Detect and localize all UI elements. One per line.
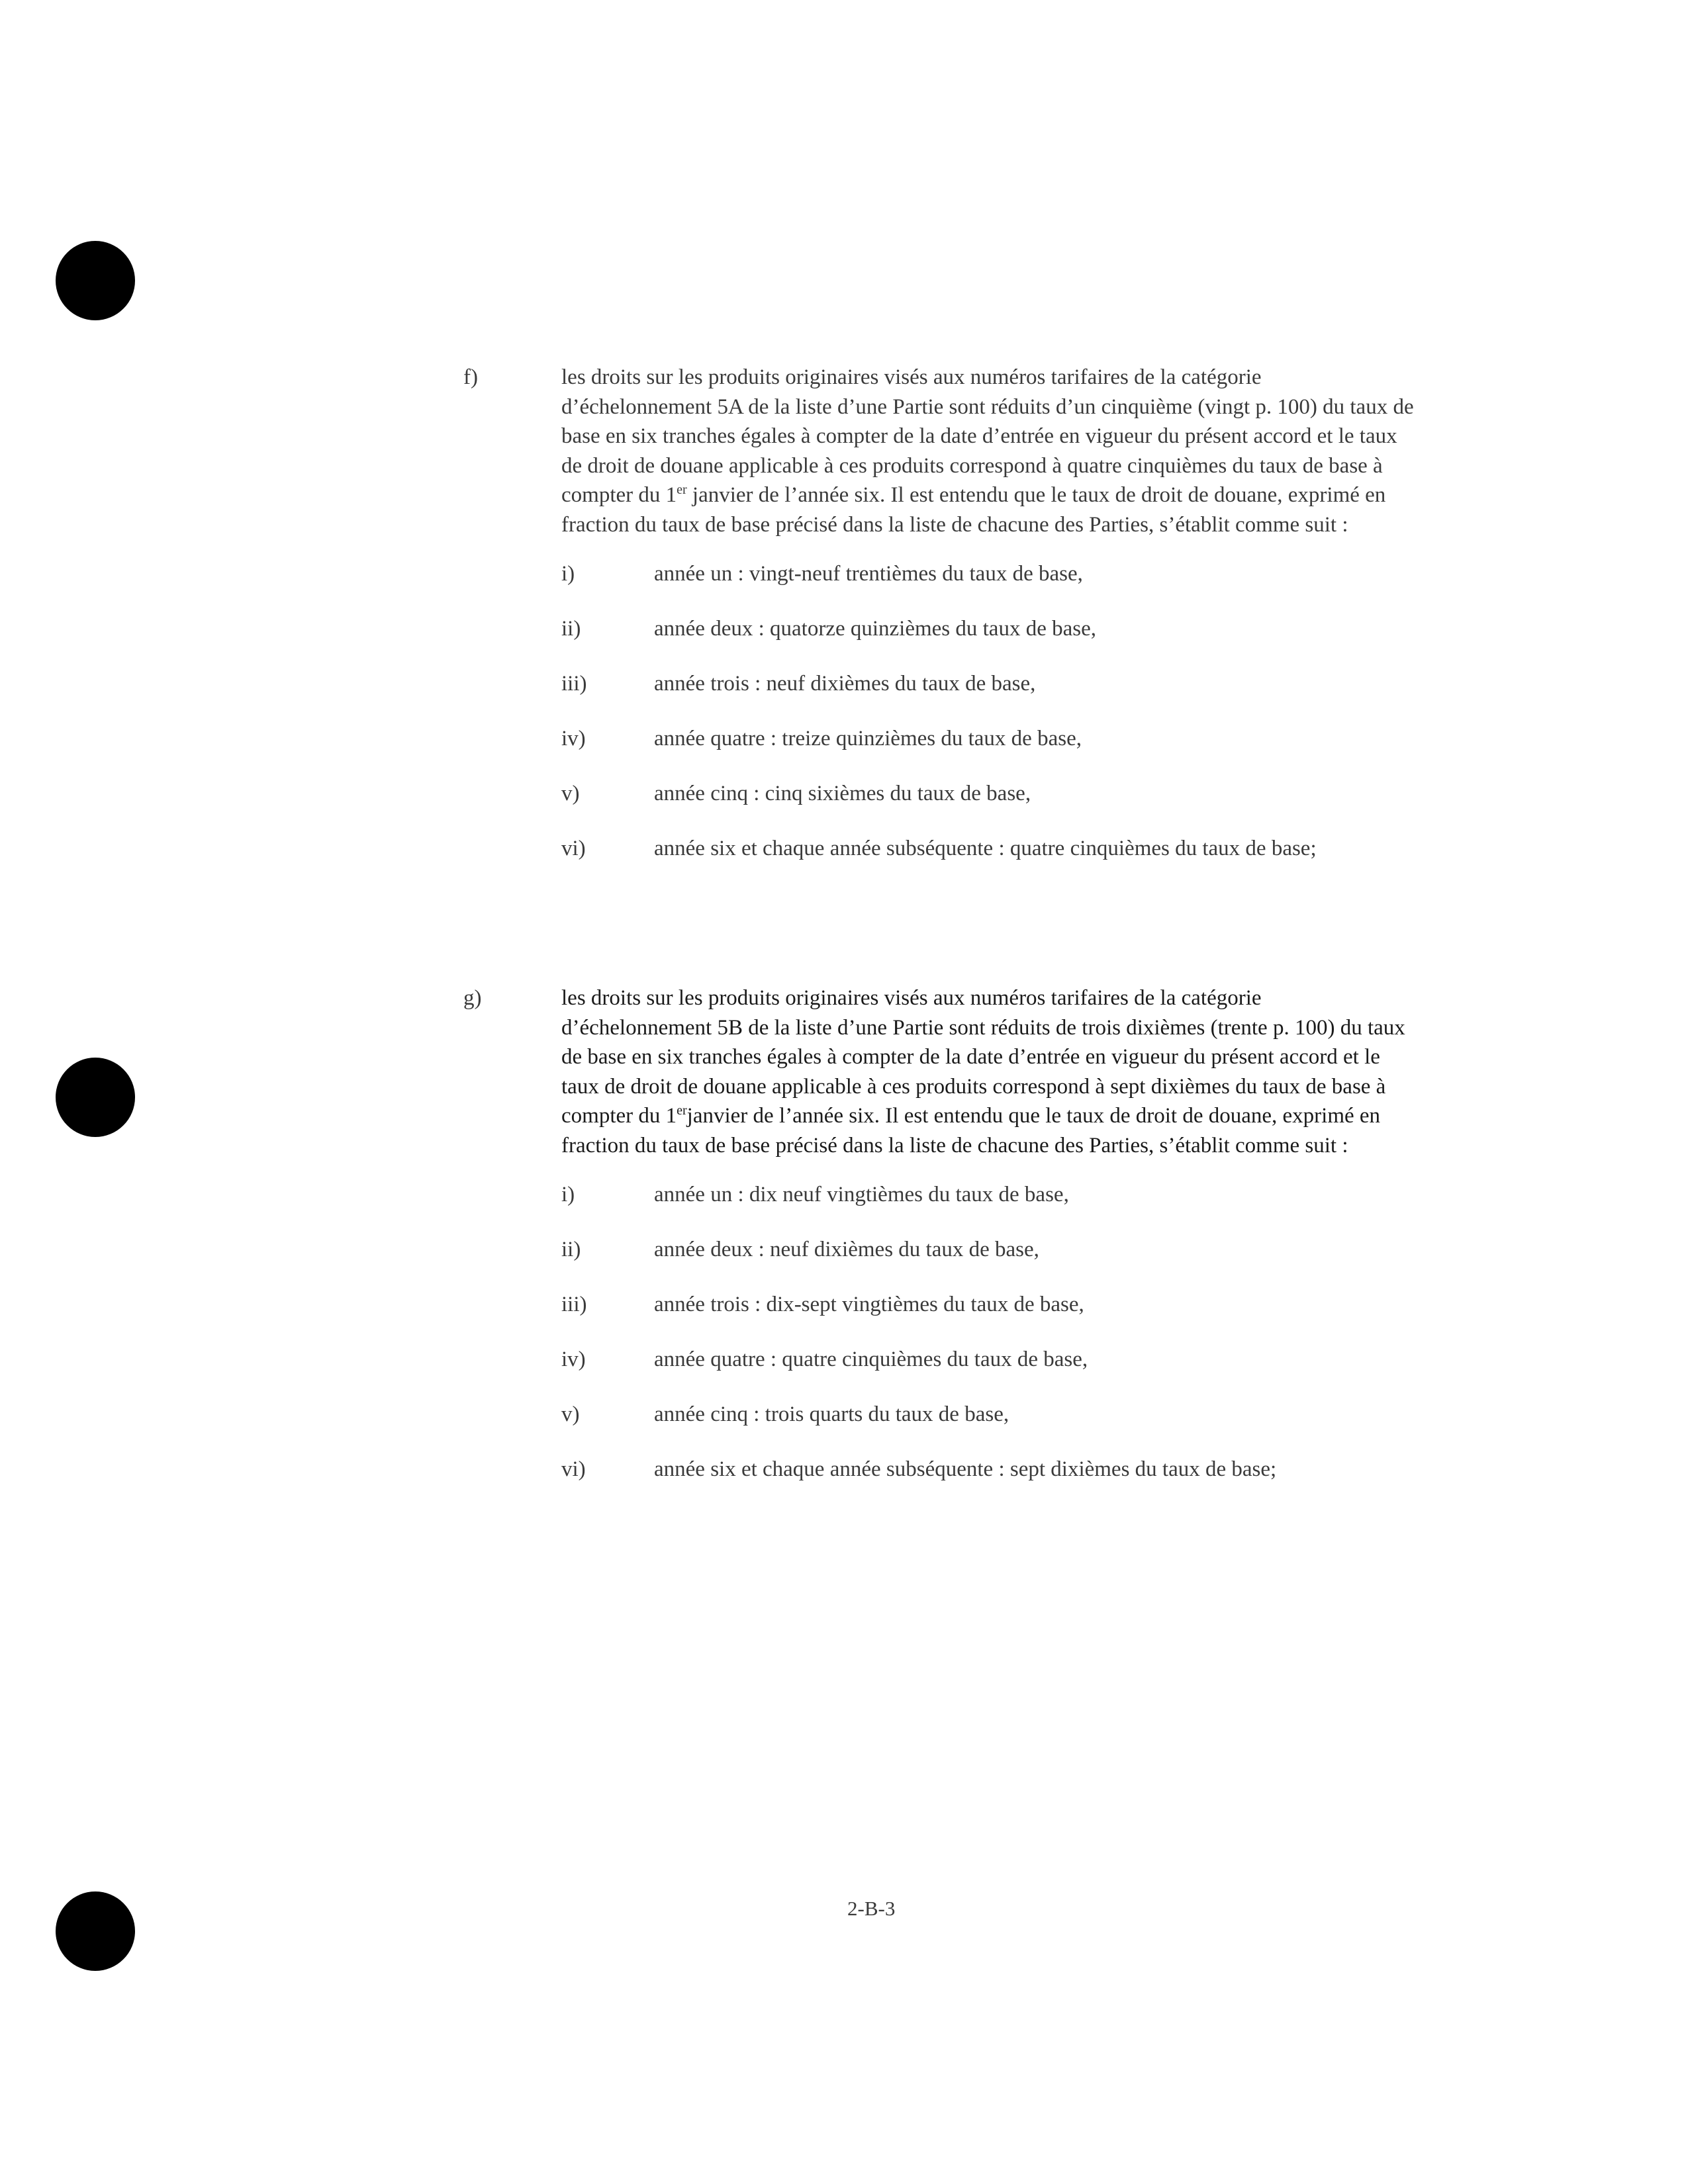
item-number: ii)	[561, 1238, 581, 1261]
item-text: année deux : quatorze quinzièmes du taux de base,	[654, 617, 1096, 641]
binder-hole-bottom	[56, 1891, 135, 1971]
item-text: année cinq : cinq sixièmes du taux de base,	[654, 782, 1031, 805]
item-number: iii)	[561, 1293, 587, 1316]
list-item	[561, 1400, 1415, 1429]
section-g	[463, 983, 1417, 1510]
item-list	[561, 1180, 1417, 1484]
item-text: année cinq : trois quarts du taux de base,	[654, 1402, 1009, 1426]
page-number: 2-B-3	[847, 1897, 896, 1920]
item-text: année deux : neuf dixièmes du taux de base,	[654, 1238, 1039, 1261]
list-item	[561, 559, 1415, 588]
item-text: année quatre : quatre cinquièmes du taux de base,	[654, 1347, 1088, 1371]
section-label: g)	[463, 986, 482, 1010]
superscript: er	[677, 482, 687, 497]
item-list	[561, 559, 1417, 863]
list-item	[561, 1235, 1415, 1264]
section-paragraph	[561, 363, 1415, 539]
section-label: f)	[463, 365, 478, 389]
list-item	[561, 614, 1415, 643]
item-number: ii)	[561, 617, 581, 641]
item-number: iv)	[561, 727, 586, 751]
paragraph-text-continued: janvier de l’année six. Il est entendu que le taux de droit de douane, exprimé en fraction du taux de base précisé dans la liste de chacune des Parties, s’établit comme suit :	[561, 1104, 1381, 1158]
list-item	[561, 1455, 1415, 1484]
item-number: v)	[561, 1402, 580, 1426]
list-item	[561, 1180, 1415, 1209]
item-number: v)	[561, 782, 580, 805]
item-number: iv)	[561, 1347, 586, 1371]
paragraph-text: les droits sur les produits originaires visés aux numéros tarifaires de la catégorie d’échelonnement 5B de la liste d’une Partie sont réduits de trois dixièmes (trente p. 100) du taux de base en six tranches égales à compter de la date d’entrée en vigueur du présent accord et le taux de droit de douane applicable à ces produits correspond à sept dixièmes du taux de base à compter du 1	[561, 986, 1405, 1128]
item-number: iii)	[561, 672, 587, 696]
item-text: année trois : dix-sept vingtièmes du taux de base,	[654, 1293, 1084, 1316]
item-text: année quatre : treize quinzièmes du taux de base,	[654, 727, 1082, 751]
item-text: année un : dix neuf vingtièmes du taux de base,	[654, 1183, 1069, 1206]
section-f	[463, 363, 1417, 889]
list-item	[561, 1345, 1415, 1374]
list-item	[561, 1290, 1415, 1319]
item-number: i)	[561, 562, 575, 586]
item-number: i)	[561, 1183, 575, 1206]
list-item	[561, 669, 1415, 698]
list-item	[561, 724, 1415, 753]
item-text: année six et chaque année subséquente : sept dixièmes du taux de base;	[654, 1457, 1277, 1481]
item-text: année six et chaque année subséquente : quatre cinquièmes du taux de base;	[654, 837, 1317, 860]
paragraph-text: les droits sur les produits originaires visés aux numéros tarifaires de la catégorie d’échelonnement 5A de la liste d’une Partie sont réduits d’un cinquième (vingt p. 100) du taux de base en six tranches égales à compter de la date d’entrée en vigueur du présent accord et le taux de droit de douane applicable à ces produits correspond à quatre cinquièmes du taux de base à compter du 1	[561, 365, 1414, 507]
item-number: vi)	[561, 837, 586, 860]
section-paragraph	[561, 983, 1415, 1160]
binder-hole-top	[56, 241, 135, 320]
superscript: er	[677, 1103, 687, 1118]
paragraph-text-continued: janvier de l’année six. Il est entendu que le taux de droit de douane, exprimé en fraction du taux de base précisé dans la liste de chacune des Parties, s’établit comme suit :	[561, 483, 1386, 537]
item-number: vi)	[561, 1457, 586, 1481]
list-item	[561, 834, 1415, 863]
item-text: année trois : neuf dixièmes du taux de base,	[654, 672, 1036, 696]
binder-hole-middle	[56, 1058, 135, 1137]
item-text: année un : vingt-neuf trentièmes du taux de base,	[654, 562, 1083, 586]
list-item	[561, 779, 1415, 808]
